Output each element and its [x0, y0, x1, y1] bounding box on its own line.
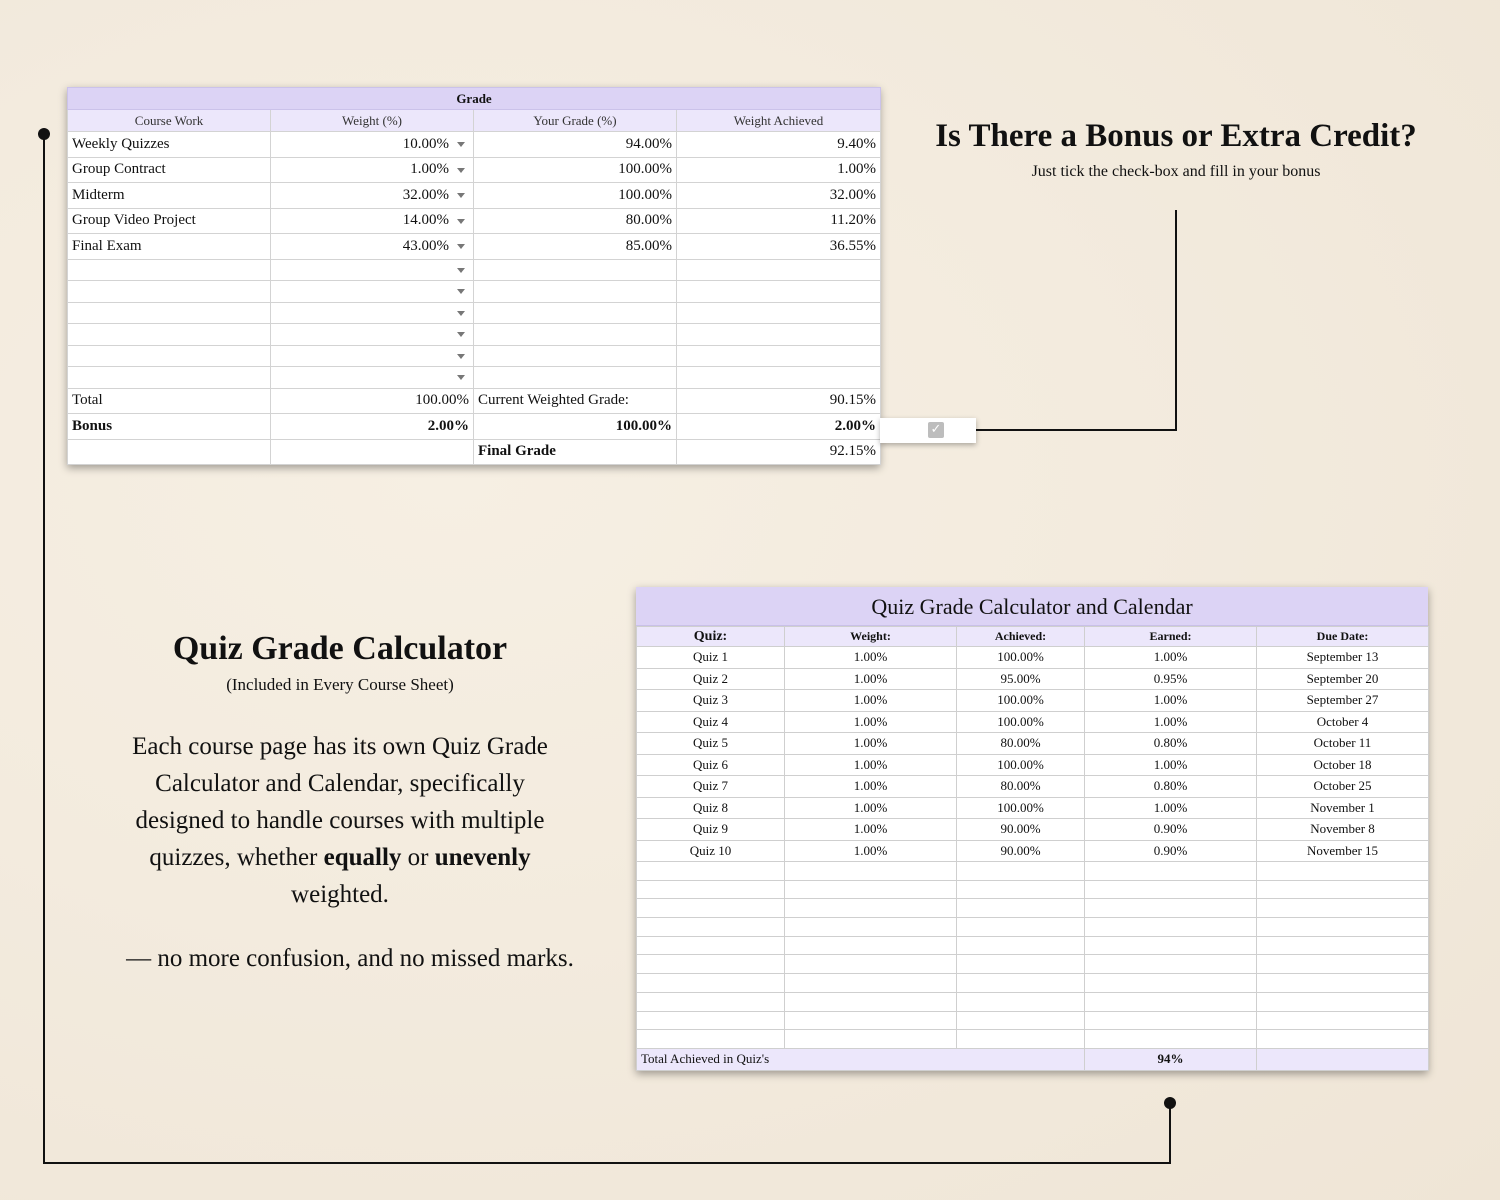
empty-cell[interactable]: [637, 899, 785, 918]
quiz-due-date-cell[interactable]: November 15: [1257, 840, 1429, 862]
weight-dropdown[interactable]: [271, 324, 474, 346]
empty-cell[interactable]: [68, 302, 271, 324]
quiz-earned-cell: 0.80%: [1085, 733, 1257, 755]
empty-cell[interactable]: [474, 281, 677, 303]
table-row: [637, 668, 1429, 690]
table-row: [637, 647, 1429, 669]
quiz-due-date-cell[interactable]: October 18: [1257, 754, 1429, 776]
empty-cell[interactable]: [785, 936, 957, 955]
caret-down-icon[interactable]: [457, 332, 465, 337]
quiz-name-cell[interactable]: Quiz 7: [637, 776, 785, 798]
bonus-weight[interactable]: 2.00%: [271, 414, 474, 440]
empty-cell: [677, 324, 881, 346]
quiz-achieved-cell[interactable]: 80.00%: [957, 776, 1085, 798]
caret-down-icon[interactable]: [457, 142, 465, 147]
col-header-weight-achieved: Weight Achieved: [677, 110, 881, 132]
empty-cell[interactable]: [637, 992, 785, 1011]
empty-cell[interactable]: [637, 974, 785, 993]
final-grade-value: 92.15%: [677, 439, 881, 465]
quiz-due-date-cell[interactable]: November 8: [1257, 819, 1429, 841]
table-row-empty: [637, 1030, 1429, 1049]
quiz-name-cell[interactable]: Quiz 10: [637, 840, 785, 862]
col-header-course-work: Course Work: [68, 110, 271, 132]
empty-cell: [1085, 992, 1257, 1011]
table-row-empty: [637, 918, 1429, 937]
connector-bonus-vertical: [1175, 210, 1177, 431]
quiz-achieved-cell[interactable]: 90.00%: [957, 819, 1085, 841]
empty-cell[interactable]: [68, 345, 271, 367]
empty-cell[interactable]: [957, 974, 1085, 993]
empty-cell[interactable]: [68, 281, 271, 303]
weight-value: 10.00%: [402, 135, 449, 152]
table-row-empty: [637, 880, 1429, 899]
achieved-cell: 9.40%: [677, 132, 881, 158]
quiz-feature-subtitle: (Included in Every Course Sheet): [226, 675, 454, 694]
empty-cell: [677, 302, 881, 324]
empty-cell[interactable]: [68, 259, 271, 281]
quiz-due-date-cell[interactable]: October 11: [1257, 733, 1429, 755]
col-header-earned: Earned:: [1085, 627, 1257, 647]
empty-cell[interactable]: [1257, 1030, 1429, 1049]
empty-cell[interactable]: [474, 367, 677, 389]
empty-cell[interactable]: [1257, 918, 1429, 937]
quiz-name-cell[interactable]: Quiz 2: [637, 668, 785, 690]
quiz-feature-title: Quiz Grade Calculator: [172, 630, 508, 667]
empty-cell[interactable]: [1257, 955, 1429, 974]
achieved-cell: 32.00%: [677, 183, 881, 209]
quiz-achieved-cell[interactable]: 95.00%: [957, 668, 1085, 690]
empty-cell: [1085, 955, 1257, 974]
quiz-weight-cell[interactable]: 1.00%: [785, 711, 957, 733]
quiz-earned-cell: 1.00%: [1085, 754, 1257, 776]
empty-cell: [1257, 1048, 1429, 1070]
bonus-achieved: 2.00%: [677, 414, 881, 440]
quiz-earned-cell: 1.00%: [1085, 797, 1257, 819]
table-row: [68, 208, 881, 234]
quiz-table-title: Quiz Grade Calculator and Calendar: [636, 587, 1428, 626]
empty-cell[interactable]: [1257, 880, 1429, 899]
total-weight: 100.00%: [271, 388, 474, 414]
bonus-checkbox-cell: [880, 418, 976, 443]
connector-left-vertical: [43, 134, 45, 1164]
weight-dropdown[interactable]: [271, 157, 474, 183]
col-header-your-grade: Your Grade (%): [474, 110, 677, 132]
empty-cell[interactable]: [785, 899, 957, 918]
empty-cell: [677, 259, 881, 281]
table-row-empty: [637, 974, 1429, 993]
col-header-weight: Weight (%): [271, 110, 474, 132]
empty-cell[interactable]: [957, 936, 1085, 955]
quiz-name-cell[interactable]: Quiz 8: [637, 797, 785, 819]
empty-cell[interactable]: [637, 880, 785, 899]
quiz-weight-cell[interactable]: 1.00%: [785, 647, 957, 669]
table-row-empty: [637, 862, 1429, 881]
quiz-weight-cell[interactable]: 1.00%: [785, 797, 957, 819]
empty-cell[interactable]: [1257, 862, 1429, 881]
quiz-name-cell[interactable]: Quiz 1: [637, 647, 785, 669]
grade-cell[interactable]: 85.00%: [474, 234, 677, 260]
course-name-cell[interactable]: Group Contract: [68, 157, 271, 183]
empty-cell: [1085, 1030, 1257, 1049]
weight-dropdown[interactable]: [271, 302, 474, 324]
connector-bottom-horizontal: [43, 1162, 1171, 1164]
empty-cell[interactable]: [785, 992, 957, 1011]
grade-table: [67, 87, 880, 465]
bonus-callout-subtitle: Just tick the check-box and fill in your bonus: [1031, 163, 1321, 180]
empty-cell: [1085, 1011, 1257, 1030]
quiz-due-date-cell[interactable]: October 25: [1257, 776, 1429, 798]
empty-cell[interactable]: [785, 1030, 957, 1049]
quiz-weight-cell[interactable]: 1.00%: [785, 690, 957, 712]
quiz-weight-cell[interactable]: 1.00%: [785, 754, 957, 776]
bonus-callout-title: Is There a Bonus or Extra Credit?: [935, 118, 1417, 154]
grade-cell[interactable]: 80.00%: [474, 208, 677, 234]
weight-dropdown[interactable]: [271, 132, 474, 158]
empty-cell[interactable]: [637, 1030, 785, 1049]
weight-dropdown[interactable]: [271, 259, 474, 281]
quiz-due-date-cell[interactable]: September 13: [1257, 647, 1429, 669]
quiz-achieved-cell[interactable]: 100.00%: [957, 647, 1085, 669]
table-row-empty: [68, 302, 881, 324]
caret-down-icon[interactable]: [457, 168, 465, 173]
body-text: or: [401, 844, 435, 871]
connector-quiz-vertical: [1169, 1103, 1171, 1164]
quiz-total-value: 94%: [1085, 1048, 1257, 1070]
table-row-empty: [68, 367, 881, 389]
total-label: Total: [68, 388, 271, 414]
table-row: [68, 157, 881, 183]
empty-cell: [68, 439, 271, 465]
table-row: [637, 733, 1429, 755]
final-grade-row: [68, 439, 881, 465]
table-row: [637, 754, 1429, 776]
caret-down-icon[interactable]: [457, 375, 465, 380]
table-row-empty: [68, 281, 881, 303]
quiz-earned-cell: 1.00%: [1085, 711, 1257, 733]
quiz-total-row: [637, 1048, 1429, 1070]
table-row-empty: [637, 1011, 1429, 1030]
quiz-weight-cell[interactable]: 1.00%: [785, 819, 957, 841]
caret-down-icon[interactable]: [457, 219, 465, 224]
course-name-cell[interactable]: Final Exam: [68, 234, 271, 260]
quiz-feature-body: [112, 728, 568, 913]
total-row: [68, 388, 881, 414]
quiz-name-cell[interactable]: Quiz 3: [637, 690, 785, 712]
empty-cell[interactable]: [68, 367, 271, 389]
col-header-quiz: Quiz:: [637, 627, 785, 647]
empty-cell[interactable]: [785, 955, 957, 974]
quiz-earned-cell: 0.90%: [1085, 840, 1257, 862]
body-text: weighted.: [291, 881, 389, 908]
grade-cell[interactable]: 100.00%: [474, 183, 677, 209]
col-header-due-date: Due Date:: [1257, 627, 1429, 647]
quiz-table: [636, 587, 1428, 1071]
quiz-due-date-cell[interactable]: November 1: [1257, 797, 1429, 819]
quiz-weight-cell[interactable]: 1.00%: [785, 733, 957, 755]
table-row-empty: [68, 324, 881, 346]
empty-cell[interactable]: [785, 974, 957, 993]
empty-cell[interactable]: [785, 1011, 957, 1030]
empty-cell: [677, 367, 881, 389]
weight-dropdown[interactable]: [271, 183, 474, 209]
weight-value: 43.00%: [402, 237, 449, 254]
table-row: [68, 234, 881, 260]
quiz-earned-cell: 0.80%: [1085, 776, 1257, 798]
col-header-weight: Weight:: [785, 627, 957, 647]
empty-cell[interactable]: [1257, 936, 1429, 955]
table-row: [68, 132, 881, 158]
current-weighted-grade-value: 90.15%: [677, 388, 881, 414]
empty-cell[interactable]: [637, 862, 785, 881]
quiz-weight-cell[interactable]: 1.00%: [785, 840, 957, 862]
empty-cell[interactable]: [474, 345, 677, 367]
empty-cell[interactable]: [957, 918, 1085, 937]
empty-cell: [271, 439, 474, 465]
quiz-achieved-cell[interactable]: 100.00%: [957, 690, 1085, 712]
quiz-achieved-cell[interactable]: 100.00%: [957, 797, 1085, 819]
caret-down-icon[interactable]: [457, 354, 465, 359]
weight-dropdown[interactable]: [271, 281, 474, 303]
table-row: [637, 711, 1429, 733]
empty-cell[interactable]: [1257, 992, 1429, 1011]
weight-value: 14.00%: [402, 212, 449, 229]
connector-dot-quiz: [1164, 1097, 1176, 1109]
empty-cell[interactable]: [957, 862, 1085, 881]
quiz-earned-cell: 0.95%: [1085, 668, 1257, 690]
empty-cell: [1085, 918, 1257, 937]
empty-cell: [1085, 862, 1257, 881]
table-row: [637, 797, 1429, 819]
bonus-label: Bonus: [68, 414, 271, 440]
quiz-due-date-cell[interactable]: October 4: [1257, 711, 1429, 733]
table-row: [68, 183, 881, 209]
empty-cell[interactable]: [474, 259, 677, 281]
empty-cell: [677, 281, 881, 303]
quiz-weight-cell[interactable]: 1.00%: [785, 776, 957, 798]
table-row-empty: [637, 955, 1429, 974]
quiz-feature-tagline: — no more confusion, and no missed marks.: [126, 945, 574, 972]
current-weighted-grade-label: Current Weighted Grade:: [474, 388, 677, 414]
empty-cell[interactable]: [957, 1030, 1085, 1049]
quiz-due-date-cell[interactable]: September 20: [1257, 668, 1429, 690]
empty-cell: [1085, 974, 1257, 993]
body-emphasis: equally: [323, 844, 402, 871]
quiz-name-cell[interactable]: Quiz 4: [637, 711, 785, 733]
empty-cell: [1085, 899, 1257, 918]
empty-cell[interactable]: [957, 899, 1085, 918]
grade-cell[interactable]: 94.00%: [474, 132, 677, 158]
weight-value: 32.00%: [402, 186, 449, 203]
empty-cell: [1085, 936, 1257, 955]
connector-dot-grade: [38, 128, 50, 140]
empty-cell: [677, 345, 881, 367]
quiz-achieved-cell[interactable]: 80.00%: [957, 733, 1085, 755]
bonus-grade[interactable]: 100.00%: [474, 414, 677, 440]
bonus-checkbox[interactable]: ✓: [928, 422, 944, 438]
empty-cell[interactable]: [1257, 1011, 1429, 1030]
caret-down-icon[interactable]: [457, 311, 465, 316]
table-row: [637, 840, 1429, 862]
achieved-cell: 11.20%: [677, 208, 881, 234]
quiz-earned-cell: 1.00%: [1085, 647, 1257, 669]
table-row-empty: [637, 992, 1429, 1011]
table-row: [637, 690, 1429, 712]
empty-cell[interactable]: [957, 955, 1085, 974]
empty-cell[interactable]: [785, 862, 957, 881]
course-name-cell[interactable]: Weekly Quizzes: [68, 132, 271, 158]
weight-dropdown[interactable]: [271, 234, 474, 260]
weight-dropdown[interactable]: [271, 367, 474, 389]
course-name-cell[interactable]: Midterm: [68, 183, 271, 209]
quiz-earned-cell: 1.00%: [1085, 690, 1257, 712]
table-row-empty: [68, 345, 881, 367]
quiz-due-date-cell[interactable]: September 27: [1257, 690, 1429, 712]
connector-bonus-horizontal: [966, 429, 1177, 431]
empty-cell[interactable]: [957, 880, 1085, 899]
quiz-total-label: Total Achieved in Quiz's: [637, 1048, 1085, 1070]
empty-cell[interactable]: [957, 1011, 1085, 1030]
grade-table-title: Grade: [68, 88, 881, 110]
table-row-empty: [637, 936, 1429, 955]
bonus-row: [68, 414, 881, 440]
caret-down-icon[interactable]: [457, 268, 465, 273]
achieved-cell: 36.55%: [677, 234, 881, 260]
empty-cell[interactable]: [785, 880, 957, 899]
empty-cell[interactable]: [637, 955, 785, 974]
quiz-achieved-cell[interactable]: 90.00%: [957, 840, 1085, 862]
body-text: Each course page has its own Quiz Grade Calculator and Calendar, specifically designed to handle courses with multiple quizzes, whether: [132, 733, 548, 871]
quiz-weight-cell[interactable]: 1.00%: [785, 668, 957, 690]
weight-value: 1.00%: [410, 161, 449, 178]
final-grade-label: Final Grade: [474, 439, 677, 465]
table-row-empty: [637, 899, 1429, 918]
empty-cell[interactable]: [637, 1011, 785, 1030]
table-row-empty: [68, 259, 881, 281]
quiz-earned-cell: 0.90%: [1085, 819, 1257, 841]
empty-cell: [1085, 880, 1257, 899]
col-header-achieved: Achieved:: [957, 627, 1085, 647]
empty-cell[interactable]: [637, 936, 785, 955]
weight-dropdown[interactable]: [271, 208, 474, 234]
empty-cell[interactable]: [957, 992, 1085, 1011]
empty-cell[interactable]: [785, 918, 957, 937]
empty-cell[interactable]: [68, 324, 271, 346]
grade-cell[interactable]: 100.00%: [474, 157, 677, 183]
quiz-achieved-cell[interactable]: 100.00%: [957, 711, 1085, 733]
weight-dropdown[interactable]: [271, 345, 474, 367]
quiz-achieved-cell[interactable]: 100.00%: [957, 754, 1085, 776]
quiz-name-cell[interactable]: Quiz 5: [637, 733, 785, 755]
empty-cell[interactable]: [474, 302, 677, 324]
empty-cell[interactable]: [1257, 974, 1429, 993]
quiz-name-cell[interactable]: Quiz 9: [637, 819, 785, 841]
empty-cell[interactable]: [474, 324, 677, 346]
achieved-cell: 1.00%: [677, 157, 881, 183]
caret-down-icon[interactable]: [457, 193, 465, 198]
table-row: [637, 776, 1429, 798]
caret-down-icon[interactable]: [457, 289, 465, 294]
empty-cell[interactable]: [1257, 899, 1429, 918]
table-row: [637, 819, 1429, 841]
quiz-name-cell[interactable]: Quiz 6: [637, 754, 785, 776]
body-emphasis: unevenly: [434, 844, 531, 871]
caret-down-icon[interactable]: [457, 244, 465, 249]
course-name-cell[interactable]: Group Video Project: [68, 208, 271, 234]
empty-cell[interactable]: [637, 918, 785, 937]
